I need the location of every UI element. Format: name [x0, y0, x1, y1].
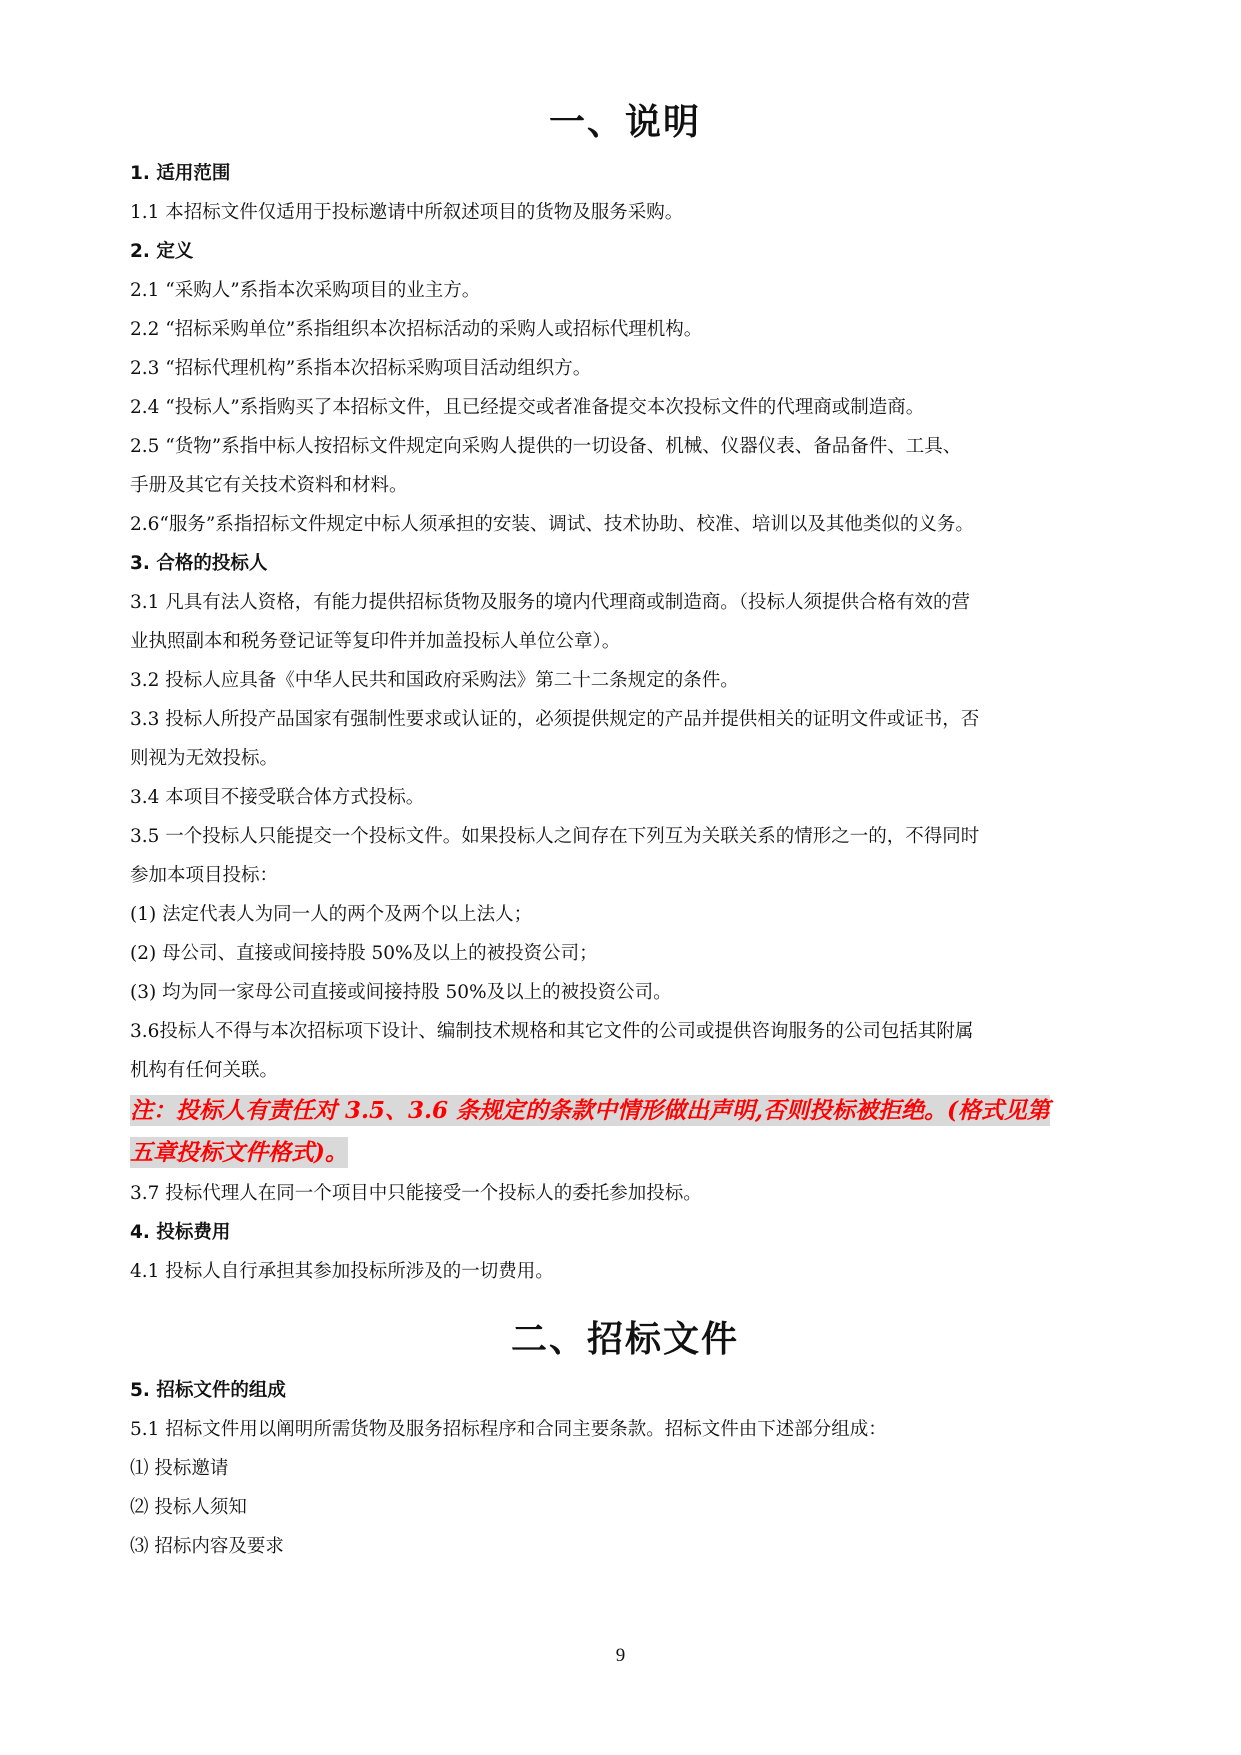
paragraph-line: 2.6“服务”系指招标文件规定中标人须承担的安装、调试、技术协助、校准、培训以及其他类似的义务。	[130, 514, 974, 535]
section-title-1: 一、说明	[548, 102, 701, 143]
note-line	[130, 1090, 1120, 1132]
note-line	[130, 1132, 1120, 1174]
list-item: (1) 法定代表人为同一人的两个及两个以上法人；	[130, 904, 533, 925]
list-item: (3) 均为同一家母公司直接或间接持股 50%及以上的被投资公司。	[130, 982, 672, 1003]
paragraph-line: 3.5 一个投标人只能提交一个投标文件。如果投标人之间存在下列互为关联关系的情形之一的，不得同时	[130, 826, 980, 847]
paragraph-line: 2.2 “招标采购单位”系指组织本次招标活动的采购人或招标代理机构。	[130, 319, 703, 340]
paragraph-line: 2.5 “货物”系指中标人按招标文件规定向采购人提供的一切设备、机械、仪器仪表、备品备件、工具、	[130, 436, 962, 457]
list-item: ⑶ 招标内容及要求	[130, 1536, 284, 1557]
list-item: ⑴ 投标邀请	[130, 1458, 229, 1479]
heading-2: 2. 定义	[130, 241, 194, 262]
section-1-body	[130, 154, 1120, 1291]
note-highlight: 注：投标人有责任对 3.5、3.6 条规定的条款中情形做出声明,否则投标被拒绝。(格式见第	[130, 1097, 1050, 1124]
paragraph-line: 3.1 凡具有法人资格，有能力提供招标货物及服务的境内代理商或制造商。（投标人须提供合格有效的营	[130, 592, 971, 613]
list-item: (2) 母公司、直接或间接持股 50%及以上的被投资公司；	[130, 943, 598, 964]
heading-4: 4. 投标费用	[130, 1222, 231, 1243]
heading-5: 5. 招标文件的组成	[130, 1380, 286, 1401]
paragraph-line: 手册及其它有关技术资料和材料。	[130, 475, 408, 496]
paragraph-line: 3.3 投标人所投产品国家有强制性要求或认证的，必须提供规定的产品并提供相关的证明文件或证书，否	[130, 709, 980, 730]
heading-1: 1. 适用范围	[130, 163, 231, 184]
paragraph-line: 2.3 “招标代理机构”系指本次招标采购项目活动组织方。	[130, 358, 592, 379]
paragraph-line: 2.1 “采购人”系指本次采购项目的业主方。	[130, 280, 481, 301]
list-item: ⑵ 投标人须知	[130, 1497, 247, 1518]
paragraph-line: 4.1 投标人自行承担其参加投标所涉及的一切费用。	[130, 1261, 554, 1282]
paragraph-line: 5.1 招标文件用以阐明所需货物及服务招标程序和合同主要条款。招标文件由下述部分组成：	[130, 1419, 887, 1440]
paragraph-line: 参加本项目投标：	[130, 865, 279, 886]
paragraph-line: 3.2 投标人应具备《中华人民共和国政府采购法》第二十二条规定的条件。	[130, 670, 739, 691]
paragraph-line: 业执照副本和税务登记证等复印件并加盖投标人单位公章）。	[130, 631, 621, 652]
paragraph-line: 3.7 投标代理人在同一个项目中只能接受一个投标人的委托参加投标。	[130, 1183, 702, 1204]
paragraph-line: 机构有任何关联。	[130, 1060, 279, 1081]
section-title-2: 二、招标文件	[510, 1319, 739, 1360]
paragraph-line: 3.4 本项目不接受联合体方式投标。	[130, 787, 425, 808]
page-number: 9	[615, 1645, 626, 1666]
heading-3: 3. 合格的投标人	[130, 553, 268, 574]
note-highlight: 五章投标文件格式)。	[130, 1139, 348, 1166]
paragraph-line: 3.6投标人不得与本次招标项下设计、编制技术规格和其它文件的公司或提供咨询服务的公司包括其附属	[130, 1021, 974, 1042]
paragraph-line: 2.4 “投标人”系指购买了本招标文件，且已经提交或者准备提交本次投标文件的代理商或制造商。	[130, 397, 925, 418]
paragraph-line: 1.1 本招标文件仅适用于投标邀请中所叙述项目的货物及服务采购。	[130, 202, 684, 223]
section-2-body	[130, 1371, 1120, 1566]
document-page	[130, 92, 1120, 1566]
paragraph-line: 则视为无效投标。	[130, 748, 279, 769]
